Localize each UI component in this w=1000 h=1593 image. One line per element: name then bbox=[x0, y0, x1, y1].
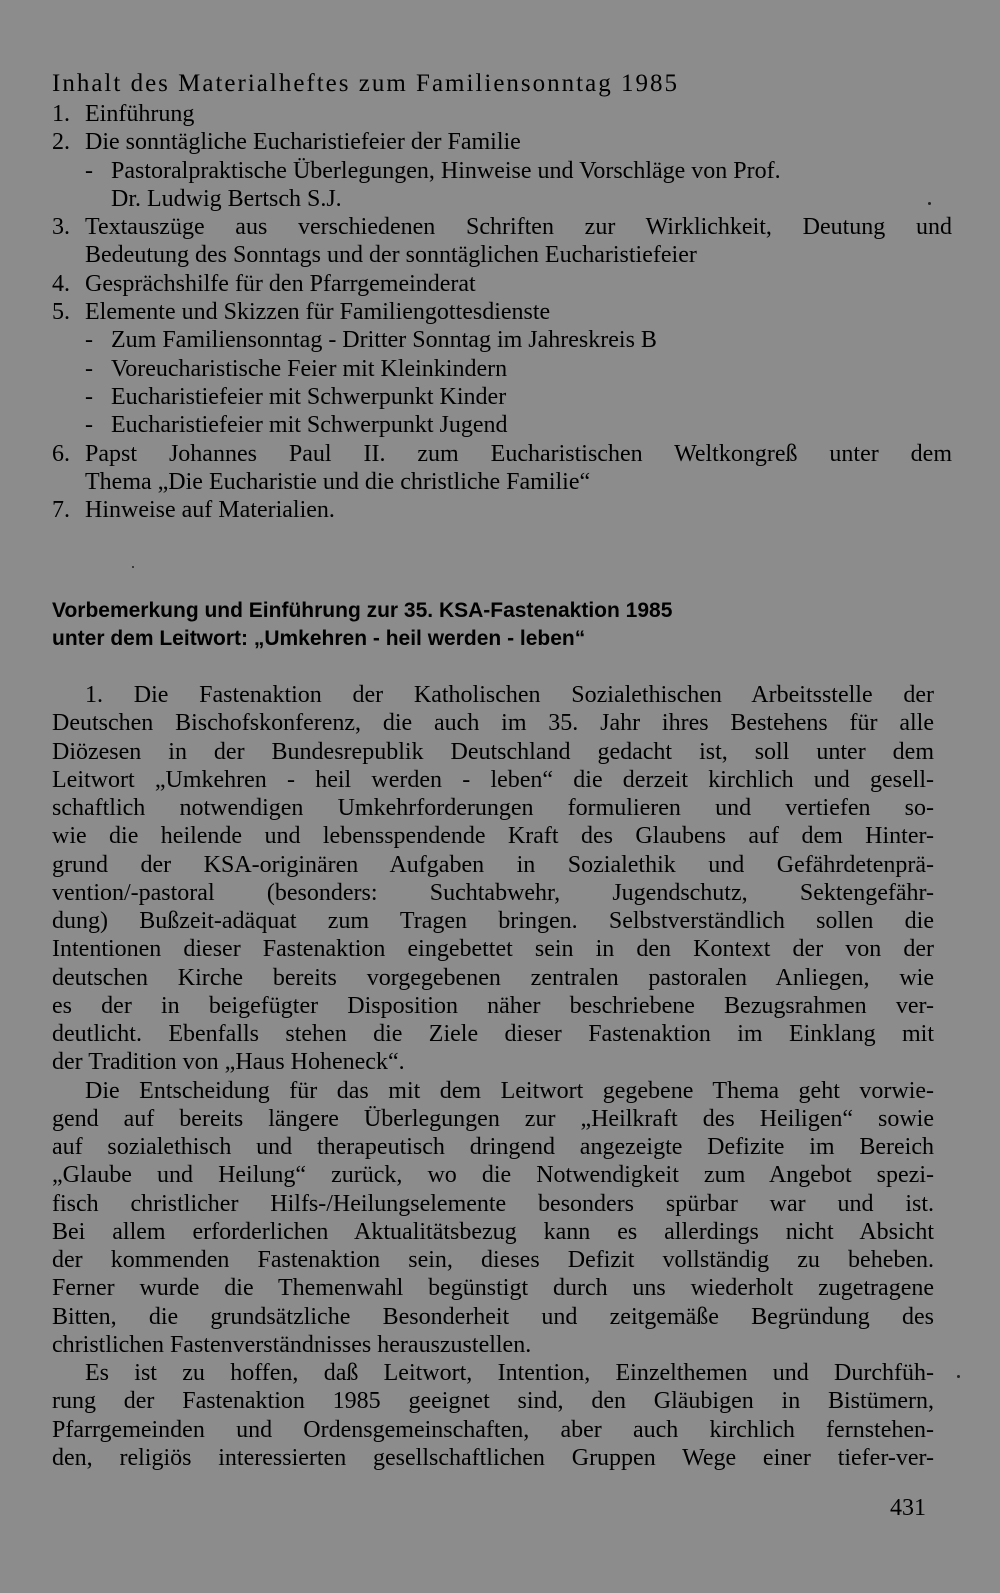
toc-subitem-dash: - bbox=[85, 355, 93, 382]
section-heading bbox=[52, 597, 852, 653]
toc-item-number: 3. bbox=[52, 214, 70, 241]
toc-title: Inhalt des Materialheftes zum Familiensonntag 1985 bbox=[52, 70, 679, 97]
section-heading-line: Vorbemerkung und Einführung zur 35. KSA-Fastenaktion 1985 bbox=[52, 599, 673, 622]
scan-speck bbox=[132, 566, 134, 568]
toc-subitem-text: Zum Familiensonntag - Dritter Sonntag im Jahreskreis B bbox=[111, 327, 657, 354]
page-number: 431 bbox=[890, 1495, 926, 1521]
toc-item-number: 2. bbox=[52, 129, 70, 156]
text-line: Deutschen Bischofskonferenz, die auch im 35. Jahr ihres Bestehens für alle bbox=[52, 710, 934, 737]
table-of-contents bbox=[52, 100, 952, 524]
toc-item-continuation bbox=[52, 468, 952, 496]
text-line: fisch christlicher Hilfs-/Heilungselemente besonders spürbar war und ist. bbox=[52, 1190, 934, 1217]
text-line: der kommenden Fastenaktion sein, dieses Defizit vollständig zu beheben. bbox=[52, 1247, 934, 1273]
text-line: Leitwort „Umkehren - heil werden - leben“ die derzeit kirchlich und gesell- bbox=[52, 766, 934, 793]
toc-item bbox=[52, 100, 952, 128]
paragraph bbox=[52, 1077, 934, 1360]
toc-subitem-text: Eucharistiefeier mit Schwerpunkt Jugend bbox=[111, 412, 508, 439]
toc-subitem bbox=[52, 157, 952, 185]
toc-subitem bbox=[52, 326, 952, 354]
toc-item-number: 7. bbox=[52, 497, 70, 524]
text-line: rung der Fastenaktion 1985 geeignet sind, den Gläubigen in Bistümern, bbox=[52, 1388, 934, 1415]
toc-item-number: 6. bbox=[52, 440, 70, 467]
text-line: deutlicht. Ebenfalls stehen die Ziele dieser Fastenaktion im Einklang mit bbox=[52, 1021, 934, 1047]
toc-item-text: Thema „Die Eucharistie und die christliche Familie“ bbox=[85, 468, 591, 495]
text-line: der Tradition von „Haus Hoheneck“. bbox=[52, 1049, 405, 1076]
toc-subitem bbox=[52, 355, 952, 383]
text-line: Ferner wurde die Themenwahl begünstigt durch uns wiederholt zugetragene bbox=[52, 1275, 934, 1302]
toc-item-text: Hinweise auf Materialien. bbox=[85, 497, 335, 524]
text-line: „Glaube und Heilung“ zurück, wo die Notwendigkeit zum Angebot spezi- bbox=[52, 1162, 934, 1189]
text-line: Bitten, die grundsätzliche Besonderheit und zeitgemäße Begründung des bbox=[52, 1303, 934, 1330]
text-line: gend auf bereits längere Überlegungen zur „Heilkraft des Heiligen“ sowie bbox=[52, 1105, 934, 1132]
text-line: Die Entscheidung für das mit dem Leitwort gegebene Thema geht vorwie- bbox=[85, 1077, 934, 1104]
toc-item-number: 5. bbox=[52, 299, 70, 326]
section-heading-line: unter dem Leitwort: „Umkehren - heil werden - leben“ bbox=[52, 627, 586, 650]
text-line: christlichen Fastenverständnisses herauszustellen. bbox=[52, 1331, 532, 1358]
toc-item-number: 1. bbox=[52, 101, 70, 127]
text-line: Diözesen in der Bundesrepublik Deutschland gedacht ist, soll unter dem bbox=[52, 738, 934, 765]
toc-subitem-dash: - bbox=[85, 412, 93, 439]
toc-subitem bbox=[52, 411, 952, 439]
body-text bbox=[52, 681, 934, 1472]
toc-subitem-text: Eucharistiefeier mit Schwerpunkt Kinder bbox=[111, 383, 507, 410]
text-line: Bei allem erforderlichen Aktualitätsbezug kann es allerdings nicht Absicht bbox=[52, 1218, 934, 1245]
toc-subitem-text: Pastoralpraktische Überlegungen, Hinweise und Vorschläge von Prof. bbox=[111, 157, 781, 184]
scan-speck bbox=[928, 202, 931, 205]
text-line: dung) Bußzeit-adäquat zum Tragen bringen. Selbstverständlich sollen die bbox=[52, 908, 934, 934]
toc-item bbox=[52, 270, 952, 298]
toc-item-text: Einführung bbox=[85, 101, 195, 127]
toc-item bbox=[52, 440, 952, 468]
scan-speck bbox=[957, 1375, 960, 1378]
text-line: 1. Die Fastenaktion der Katholischen Sozialethischen Arbeitsstelle der bbox=[85, 682, 934, 708]
toc-subitem-dash: - bbox=[85, 383, 93, 410]
toc-item-text: Papst Johannes Paul II. zum Eucharistischen Weltkongreß unter dem bbox=[85, 440, 952, 467]
toc-item-text: Bedeutung des Sonntags und der sonntäglichen Eucharistiefeier bbox=[85, 242, 697, 269]
toc-item bbox=[52, 496, 952, 524]
toc-item bbox=[52, 128, 952, 156]
toc-item-text: Textauszüge aus verschiedenen Schriften zur Wirklichkeit, Deutung und bbox=[85, 214, 952, 241]
toc-item-continuation bbox=[52, 241, 952, 269]
toc-item-text: Elemente und Skizzen für Familiengottesdienste bbox=[85, 299, 551, 326]
toc-item bbox=[52, 213, 952, 241]
text-line: den, religiös interessierten gesellschaftlichen Gruppen Wege einer tiefer-ver- bbox=[52, 1444, 934, 1471]
text-line: vention/-pastoral (besonders: Suchtabwehr, Jugendschutz, Sektengefähr- bbox=[52, 879, 934, 906]
toc-item bbox=[52, 298, 952, 326]
text-line: Intentionen dieser Fastenaktion eingebettet sein in den Kontext der von der bbox=[52, 936, 934, 963]
text-line: auf sozialethisch und therapeutisch dringend angezeigte Defizite im Bereich bbox=[52, 1134, 934, 1160]
toc-subitem-dash: - bbox=[85, 327, 93, 354]
text-line: es der in beigefügter Disposition näher beschriebene Bezugsrahmen ver- bbox=[52, 992, 934, 1019]
toc-subitem-dash: - bbox=[85, 157, 93, 184]
toc-subitem-text: Voreucharistische Feier mit Kleinkindern bbox=[111, 355, 508, 382]
text-line: grund der KSA-originären Aufgaben in Sozialethik und Gefährdetenprä- bbox=[52, 851, 934, 878]
text-line: wie die heilende und lebensspendende Kraft des Glaubens auf dem Hinter- bbox=[52, 823, 934, 850]
text-line: deutschen Kirche bereits vorgegebenen zentralen pastoralen Anliegen, wie bbox=[52, 964, 934, 991]
text-line: Es ist zu hoffen, daß Leitwort, Intention, Einzelthemen und Durchfüh- bbox=[85, 1360, 934, 1386]
toc-subitem bbox=[52, 383, 952, 411]
paragraph bbox=[52, 681, 934, 1077]
text-line: Pfarrgemeinden und Ordensgemeinschaften, aber auch kirchlich fernstehen- bbox=[52, 1416, 934, 1443]
toc-item-text: Gesprächshilfe für den Pfarrgemeinderat bbox=[85, 270, 476, 297]
text-line: schaftlich notwendigen Umkehrforderungen formulieren und vertiefen so- bbox=[52, 795, 934, 821]
toc-item-text: Die sonntägliche Eucharistiefeier der Familie bbox=[85, 129, 521, 156]
toc-subitem-continuation: Dr. Ludwig Bertsch S.J. bbox=[111, 185, 342, 212]
paragraph bbox=[52, 1359, 934, 1472]
toc-item-number: 4. bbox=[52, 270, 70, 297]
